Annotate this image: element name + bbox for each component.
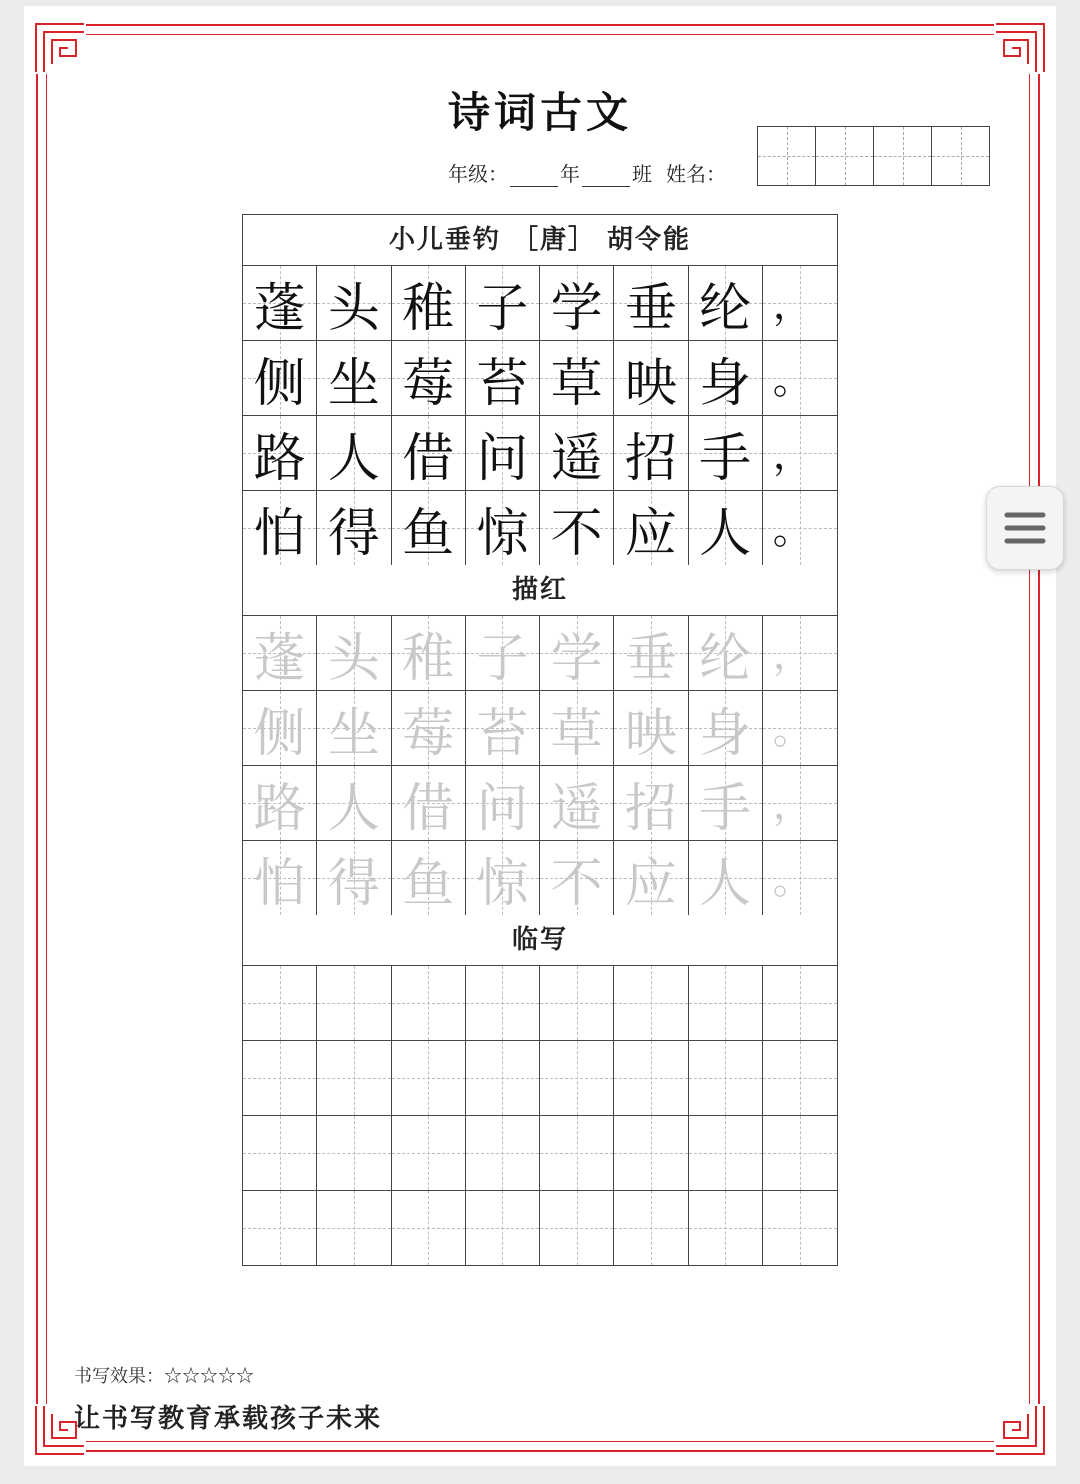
character-cell: [243, 266, 317, 340]
worksheet-page: [24, 6, 1056, 1466]
character-cell: [763, 341, 837, 415]
character-cell: [392, 841, 466, 915]
character-cell: [466, 766, 540, 840]
class-blank[interactable]: [582, 166, 630, 187]
poem-character: 稚: [402, 278, 455, 339]
character-cell: [689, 766, 763, 840]
character-cell: [763, 266, 837, 340]
blank-cell[interactable]: [689, 1041, 763, 1115]
character-cell: [317, 841, 391, 915]
footer-rating: 书写效果：☆☆☆☆☆: [74, 1366, 254, 1387]
poem-character: 路: [253, 428, 306, 489]
character-cell: [317, 266, 391, 340]
character-cell: [317, 491, 391, 565]
corner-ornament-icon: [34, 22, 86, 74]
character-cell: [466, 491, 540, 565]
blank-cell[interactable]: [466, 1191, 540, 1265]
character-cell: [540, 341, 614, 415]
poem-section: [243, 266, 837, 565]
poem-character: 。: [772, 707, 813, 753]
blank-cell[interactable]: [540, 1191, 614, 1265]
name-label: 姓名：: [666, 162, 726, 186]
grid-row: [243, 491, 837, 565]
blank-cell[interactable]: [614, 1116, 688, 1190]
name-box[interactable]: [757, 126, 816, 186]
menu-button[interactable]: [986, 486, 1064, 570]
poem-character: 怕: [253, 503, 306, 564]
poem-character: 招: [624, 428, 677, 489]
year-label: 年: [560, 162, 580, 186]
poem-character: 草: [550, 353, 603, 414]
blank-cell[interactable]: [689, 1191, 763, 1265]
blank-cell[interactable]: [540, 1116, 614, 1190]
corner-ornament-icon: [994, 1404, 1046, 1456]
blank-cell[interactable]: [392, 966, 466, 1040]
poem-character: 侧: [253, 703, 306, 764]
name-box[interactable]: [873, 126, 932, 186]
blank-cell[interactable]: [243, 1191, 317, 1265]
character-cell: [614, 691, 688, 765]
character-cell: [243, 491, 317, 565]
poem-character: 垂: [624, 628, 677, 689]
poem-character: 路: [253, 778, 306, 839]
character-cell: [243, 616, 317, 690]
poem-character: 借: [402, 778, 455, 839]
page-title: 诗词古文: [447, 88, 632, 137]
poem-character: 身: [699, 703, 752, 764]
poem-character: ，: [772, 632, 813, 678]
poem-character: 坐: [327, 703, 380, 764]
character-cell: [243, 341, 317, 415]
grid-row: [243, 766, 837, 841]
poem-character: 人: [699, 853, 752, 914]
poem-character: ，: [772, 282, 813, 328]
blank-cell[interactable]: [466, 966, 540, 1040]
character-cell: [763, 491, 837, 565]
grid-row: [243, 1191, 837, 1265]
character-cell: [392, 416, 466, 490]
blank-cell[interactable]: [317, 1191, 391, 1265]
poem-character: 得: [327, 503, 380, 564]
blank-cell[interactable]: [540, 966, 614, 1040]
poem-character: 映: [624, 703, 677, 764]
poem-character: 得: [327, 853, 380, 914]
character-cell: [614, 766, 688, 840]
grid-row: [243, 616, 837, 691]
character-cell: [392, 766, 466, 840]
copy-header: 临写: [243, 915, 837, 966]
poem-character: 人: [327, 778, 380, 839]
poem-character: 手: [699, 428, 752, 489]
character-cell: [466, 616, 540, 690]
poem-character: 学: [550, 278, 603, 339]
blank-cell[interactable]: [392, 1191, 466, 1265]
character-cell: [689, 841, 763, 915]
poem-character: 苔: [476, 703, 529, 764]
poem-character: 学: [550, 628, 603, 689]
character-cell: [689, 691, 763, 765]
blank-cell[interactable]: [614, 966, 688, 1040]
grid-row: [243, 1116, 837, 1191]
poem-character: 招: [624, 778, 677, 839]
grade-label: 年级：: [448, 162, 508, 186]
blank-cell[interactable]: [614, 1191, 688, 1265]
character-cell: [540, 841, 614, 915]
character-cell: [614, 416, 688, 490]
poem-character: 遥: [550, 428, 603, 489]
character-cell: [540, 266, 614, 340]
name-boxes[interactable]: [758, 126, 990, 186]
poem-character: 应: [624, 853, 677, 914]
poem-character: 苔: [476, 353, 529, 414]
character-cell: [540, 766, 614, 840]
poem-character: 。: [772, 357, 813, 403]
poem-character: 问: [476, 778, 529, 839]
character-cell: [466, 266, 540, 340]
grid-row: [243, 966, 837, 1041]
poem-character: 惊: [476, 503, 529, 564]
poem-character: 手: [699, 778, 752, 839]
poem-character: 稚: [402, 628, 455, 689]
character-cell: [763, 766, 837, 840]
poem-character: 头: [327, 628, 380, 689]
blank-cell[interactable]: [689, 966, 763, 1040]
grid-row: [243, 1041, 837, 1116]
character-cell: [689, 491, 763, 565]
character-cell: [763, 616, 837, 690]
character-cell: [392, 491, 466, 565]
copy-section: [243, 966, 837, 1265]
character-cell: [466, 416, 540, 490]
poem-character: 映: [624, 353, 677, 414]
poem-character: 问: [476, 428, 529, 489]
grid-row: [243, 266, 837, 341]
poem-character: 身: [699, 353, 752, 414]
grid-row: [243, 416, 837, 491]
footer-slogan: 让书写教育承载孩子未来: [74, 1404, 383, 1434]
blank-cell[interactable]: [392, 1116, 466, 1190]
poem-character: 惊: [476, 853, 529, 914]
blank-cell[interactable]: [689, 1116, 763, 1190]
character-cell: [689, 266, 763, 340]
blank-cell[interactable]: [763, 1041, 837, 1115]
character-cell: [243, 841, 317, 915]
poem-character: 不: [550, 853, 603, 914]
character-cell: [763, 841, 837, 915]
poem-character: 借: [402, 428, 455, 489]
blank-cell[interactable]: [243, 1041, 317, 1115]
poem-character: 不: [550, 503, 603, 564]
character-cell: [317, 766, 391, 840]
poem-character: 头: [327, 278, 380, 339]
poem-character: 草: [550, 703, 603, 764]
poem-character: 人: [327, 428, 380, 489]
poem-character: 。: [772, 507, 813, 553]
poem-character: 应: [624, 503, 677, 564]
corner-ornament-icon: [994, 22, 1046, 74]
blank-cell[interactable]: [763, 1116, 837, 1190]
grid-row: [243, 691, 837, 766]
character-cell: [614, 841, 688, 915]
poem-character: 坐: [327, 353, 380, 414]
blank-cell[interactable]: [243, 1116, 317, 1190]
character-cell: [392, 616, 466, 690]
blank-cell[interactable]: [763, 966, 837, 1040]
poem-character: 。: [772, 857, 813, 903]
character-cell: [763, 691, 837, 765]
character-cell: [689, 416, 763, 490]
poem-header: 小儿垂钓 ［唐］ 胡令能: [243, 215, 837, 266]
character-cell: [392, 341, 466, 415]
character-cell: [614, 266, 688, 340]
character-cell: [614, 491, 688, 565]
poem-character: 遥: [550, 778, 603, 839]
class-label: 班: [632, 162, 652, 186]
name-box[interactable]: [815, 126, 874, 186]
poem-character: 纶: [699, 278, 752, 339]
poem-character: ，: [772, 432, 813, 478]
character-cell: [540, 416, 614, 490]
blank-cell[interactable]: [243, 966, 317, 1040]
character-cell: [392, 691, 466, 765]
poem-character: 怕: [253, 853, 306, 914]
poem-character: 鱼: [402, 503, 455, 564]
poem-character: 莓: [402, 703, 455, 764]
hamburger-menu-icon: [1004, 510, 1046, 546]
blank-cell[interactable]: [317, 1116, 391, 1190]
blank-cell[interactable]: [466, 1041, 540, 1115]
character-cell: [466, 341, 540, 415]
writing-grid: [242, 214, 838, 1266]
blank-cell[interactable]: [466, 1116, 540, 1190]
grade-blank[interactable]: [510, 166, 558, 187]
poem-character: 鱼: [402, 853, 455, 914]
character-cell: [689, 616, 763, 690]
poem-character: 人: [699, 503, 752, 564]
blank-cell[interactable]: [614, 1041, 688, 1115]
trace-section: [243, 616, 837, 915]
character-cell: [466, 841, 540, 915]
character-cell: [614, 616, 688, 690]
poem-character: 子: [476, 278, 529, 339]
character-cell: [689, 341, 763, 415]
character-cell: [392, 266, 466, 340]
blank-cell[interactable]: [540, 1041, 614, 1115]
character-cell: [763, 416, 837, 490]
poem-character: 蓬: [253, 278, 306, 339]
poem-character: 垂: [624, 278, 677, 339]
poem-character: ，: [772, 782, 813, 828]
grid-row: [243, 341, 837, 416]
character-cell: [540, 491, 614, 565]
poem-character: 子: [476, 628, 529, 689]
character-cell: [540, 616, 614, 690]
character-cell: [466, 691, 540, 765]
character-cell: [317, 616, 391, 690]
character-cell: [243, 691, 317, 765]
trace-header: 描红: [243, 565, 837, 616]
poem-character: 蓬: [253, 628, 306, 689]
character-cell: [243, 416, 317, 490]
poem-character: 莓: [402, 353, 455, 414]
character-cell: [317, 416, 391, 490]
poem-character: 侧: [253, 353, 306, 414]
student-info-line: [448, 158, 726, 187]
character-cell: [317, 341, 391, 415]
character-cell: [243, 766, 317, 840]
grid-row: [243, 841, 837, 915]
character-cell: [614, 341, 688, 415]
name-box[interactable]: [931, 126, 990, 186]
blank-cell[interactable]: [317, 1041, 391, 1115]
poem-character: 纶: [699, 628, 752, 689]
blank-cell[interactable]: [763, 1191, 837, 1265]
character-cell: [540, 691, 614, 765]
character-cell: [317, 691, 391, 765]
blank-cell[interactable]: [392, 1041, 466, 1115]
blank-cell[interactable]: [317, 966, 391, 1040]
